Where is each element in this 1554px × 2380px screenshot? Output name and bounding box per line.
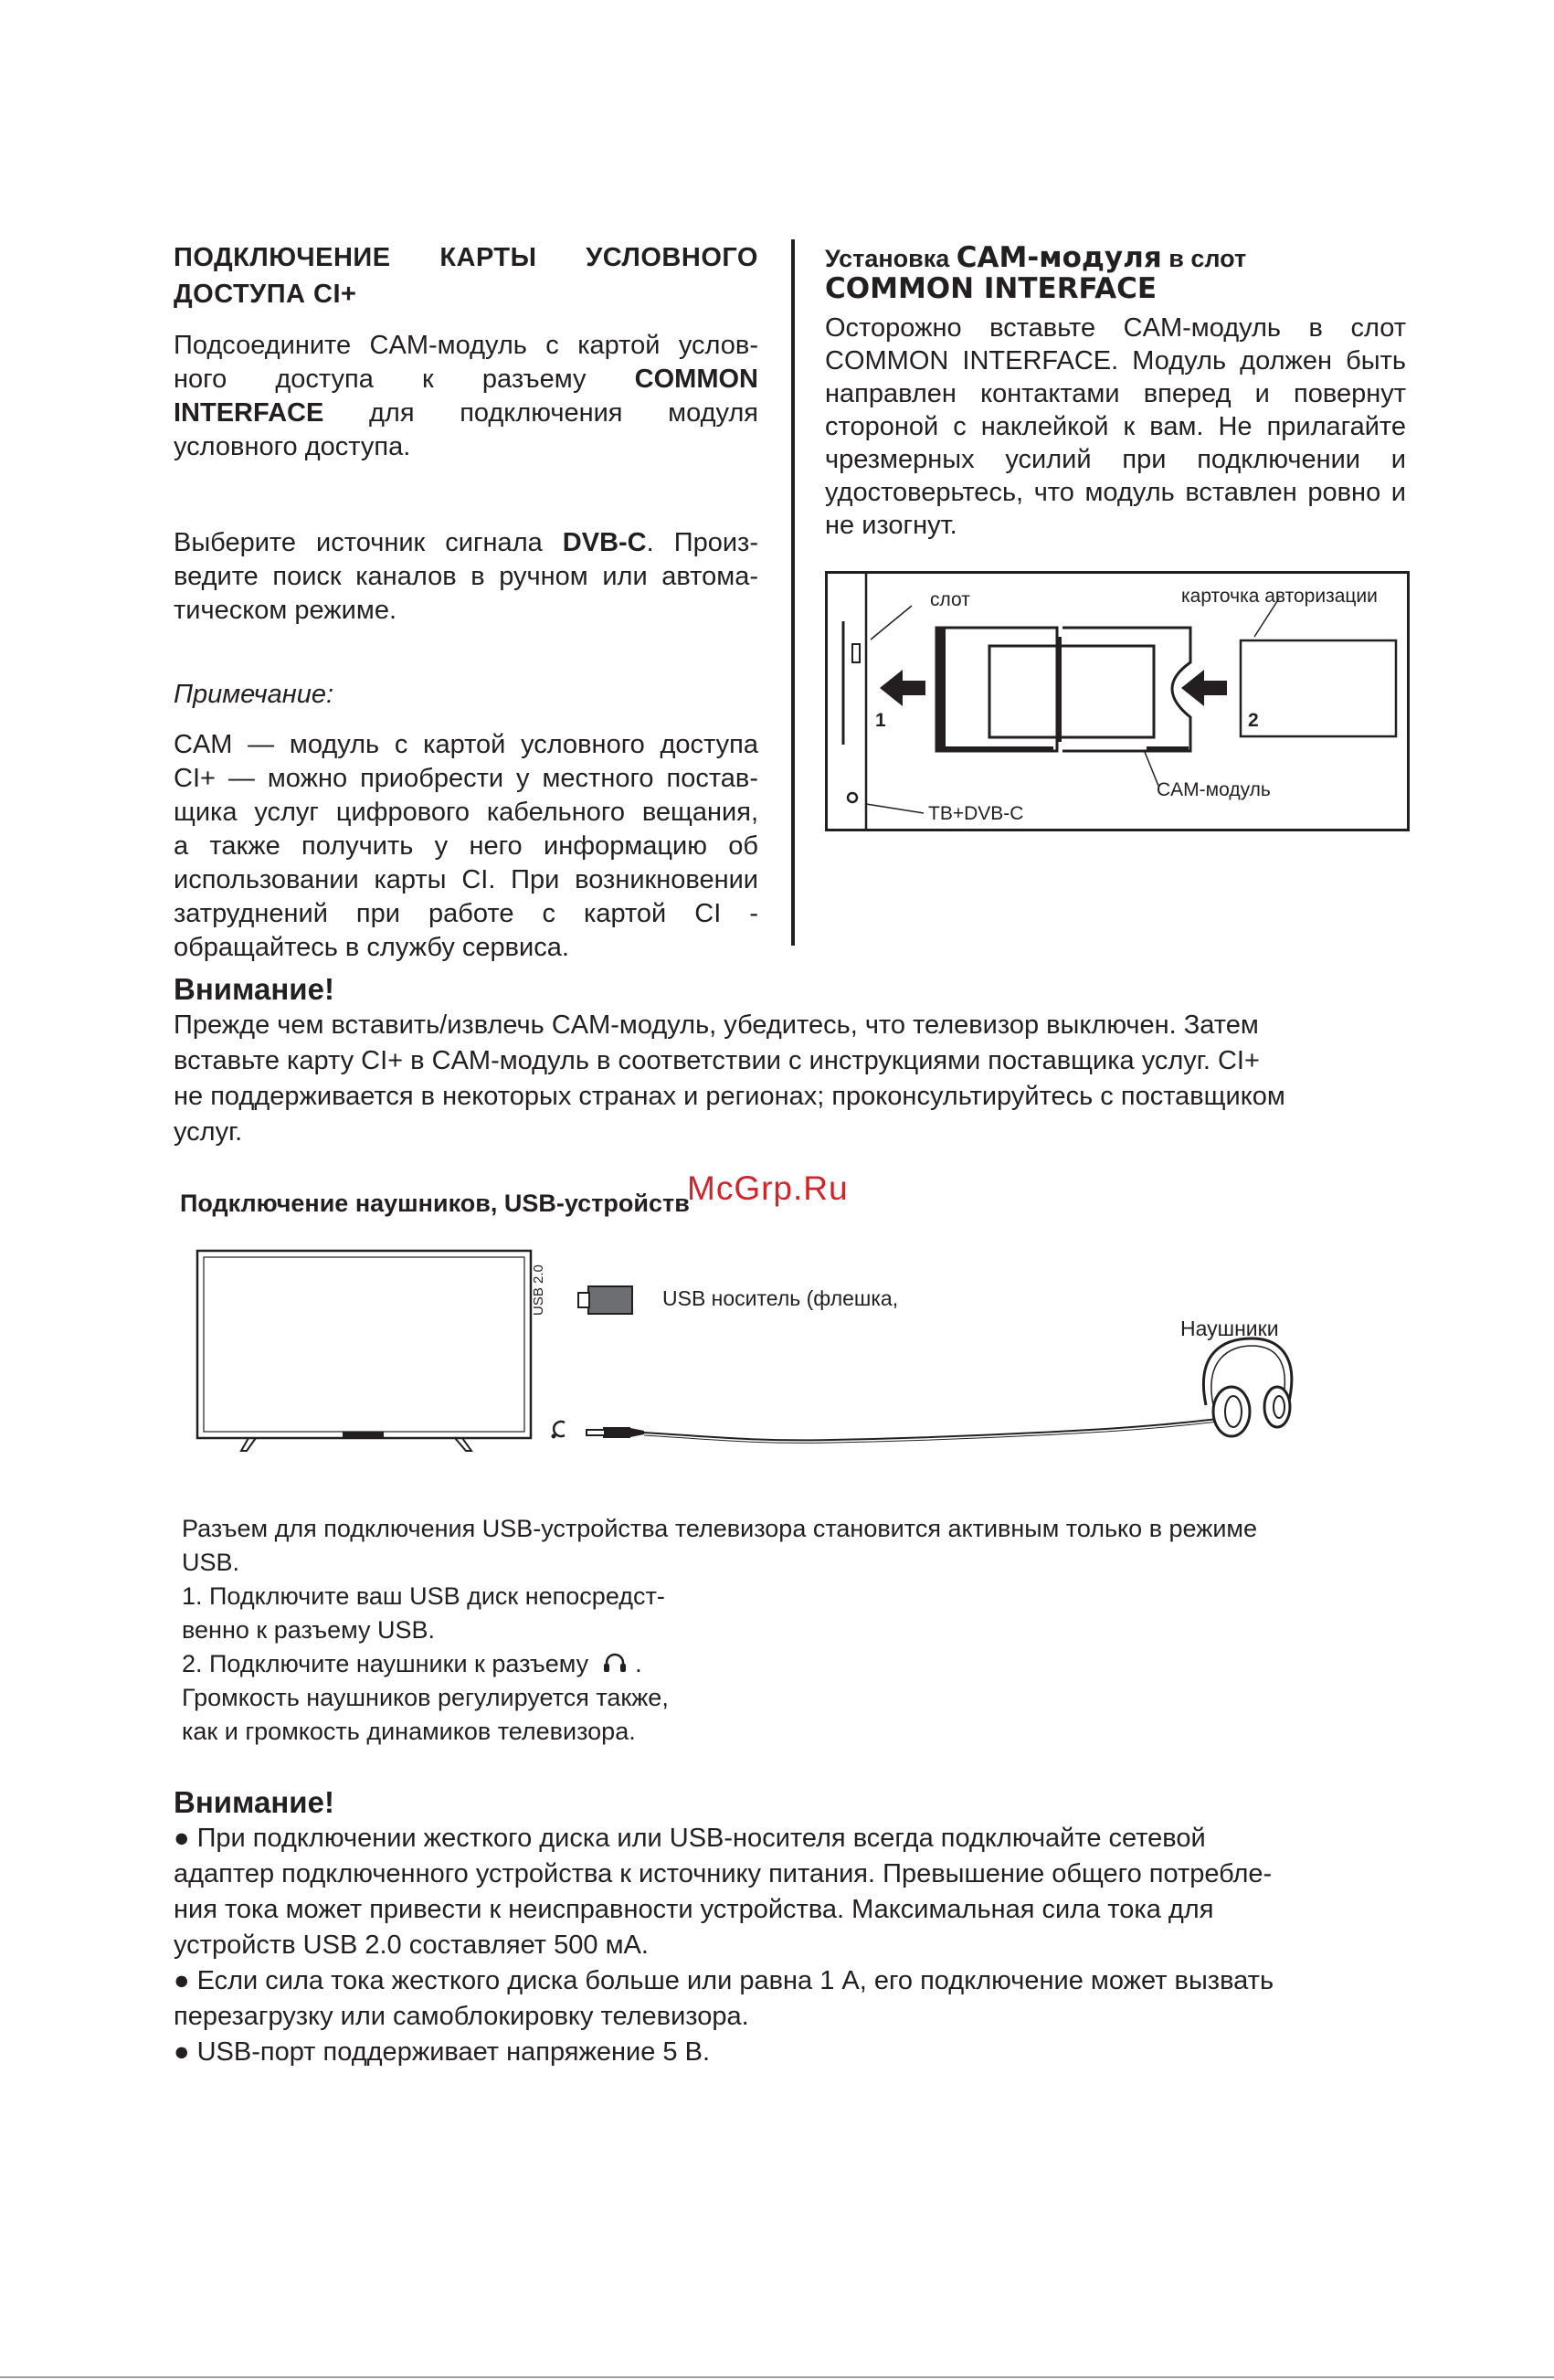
- tv-leader-line: [866, 804, 924, 813]
- headphone-cable-shadow: [644, 1421, 1224, 1443]
- slot-leader-line: [871, 606, 912, 640]
- ci-connect-paragraph: Подсоедините CAM-модуль с картой услов- ного доступа к разъему COMMON INTERFACE для подключения модуля условного доступа.: [174, 331, 758, 461]
- warning-title: Внимание!: [174, 972, 334, 1006]
- headphones-icon: [1203, 1338, 1291, 1436]
- headphones-label: Наушники: [1180, 1317, 1279, 1340]
- usb-instructions: Разъем для подключения USB-устройства телевизора становится активным только в режиме USB. 1. Подключите ваш USB диск непосредст- венно к разъему USB. 2. Подключите наушники к разъему . Громкость наушников регулируется также, как и громкость динамиков телевизора.: [182, 1515, 1257, 1745]
- warning-title-2: Внимание!: [174, 1785, 334, 1819]
- headphone-plug-drawing: [587, 1427, 644, 1438]
- warning-text-2: ● При подключении жесткого диска или USB-носителя всегда подключайте сетевой адаптер подключенного устройства к источнику питания. Превышение общего потребле- ния тока может привести к неисправности устройства. Максимальная сила тока для устройств USB 2.0 составляет 500 мА. ● Если сила тока жесткого диска больше или равна 1 А, его подключение может вызвать перезагрузку или самоблокировку телевизора. ● USB-порт поддерживает напряжение 5 В.: [174, 1824, 1274, 2067]
- step-2-label: 2: [1248, 710, 1259, 731]
- bottom-edge-rule: [0, 2376, 1554, 2378]
- tv-indicator-icon: [848, 793, 857, 802]
- cam-diagram-svg: [825, 571, 1410, 831]
- warning-block-2: [174, 1784, 1416, 2070]
- tv-drawing: [197, 1251, 531, 1451]
- auth-card-drawing: [1241, 640, 1396, 736]
- cam-module-label: CAM-модуль: [1157, 779, 1271, 800]
- cam-module-drawing: [936, 628, 1190, 752]
- usb-port-label: USB 2.0: [531, 1264, 546, 1316]
- usb-device-label: USB носитель (флешка,: [662, 1286, 899, 1310]
- dvb-c-paragraph: Выберите источник сигнала DVB-C. Произ- ведите поиск каналов в ручном или автома- тическом режиме.: [174, 528, 759, 625]
- cam-install-paragraph: Осторожно вставьте CAM-модуль в слот COMMON INTERFACE. Модуль должен быть направлен контактами вперед и повернут стороной с наклейкой к вам. Не прилагайте чрезмерных усилий при подключении и удостоверьтесь, что модуль вставлен ровно и не изогнут.: [825, 313, 1406, 540]
- left-column: [174, 239, 758, 965]
- note-label: Примечание:: [174, 680, 334, 709]
- diagram-frame: [827, 573, 1409, 830]
- slot-notch: [852, 644, 860, 662]
- tv-dvb-label: ТВ+DVB-C: [928, 803, 1024, 824]
- right-column: [825, 243, 1406, 542]
- step-1-label: 1: [875, 710, 886, 731]
- slot-label: слот: [930, 589, 970, 610]
- warning-block-1: [174, 971, 1416, 1150]
- ci-section-title: ПОДКЛЮЧЕНИЕ КАРТЫ УСЛОВНОГО: [174, 243, 758, 272]
- cam-install-title: Установка CAM-модуля в слот: [825, 241, 1247, 274]
- warning-text: Прежде чем вставить/извлечь CAM-модуль, убедитесь, что телевизор выключен. Затем вставьте карту CI+ в CAM-модуль в соответствии с инструкциями поставщика услуг. CI+ не поддерживается в некоторых странах и регионах; проконсультируйтесь с поставщиком услуг.: [174, 1010, 1285, 1147]
- column-divider: [791, 239, 795, 946]
- cam-diagram: [825, 571, 1410, 831]
- ci-section-title-line2: ДОСТУПА CI+: [174, 280, 357, 309]
- usb-section-title: Подключение наушников, USB-устройств: [180, 1190, 690, 1217]
- note-paragraph: CAM — модуль с картой условного доступа CI+ — можно приобрести у местного постав- щика услуг цифрового кабельного вещания, а также получить у него информацию об использовании карты CI. При возникновении затруднений при работе с картой CI - обращайтесь в службу сервиса.: [174, 730, 758, 962]
- usb-headphones-diagram: [192, 1243, 1325, 1462]
- arrow-2-icon: [1181, 670, 1227, 706]
- cam-install-title-line2: COMMON INTERFACE: [825, 272, 1158, 305]
- usb-diagram-svg: [192, 1243, 1325, 1462]
- auth-card-label: карточка авторизации: [1181, 586, 1378, 607]
- watermark: McGrp.Ru: [687, 1169, 849, 1207]
- headphone-jack-inline-icon: [601, 1650, 629, 1674]
- headphone-jack-icon: [552, 1422, 566, 1439]
- usb-stick-icon: [578, 1286, 632, 1314]
- arrow-1-icon: [880, 670, 925, 706]
